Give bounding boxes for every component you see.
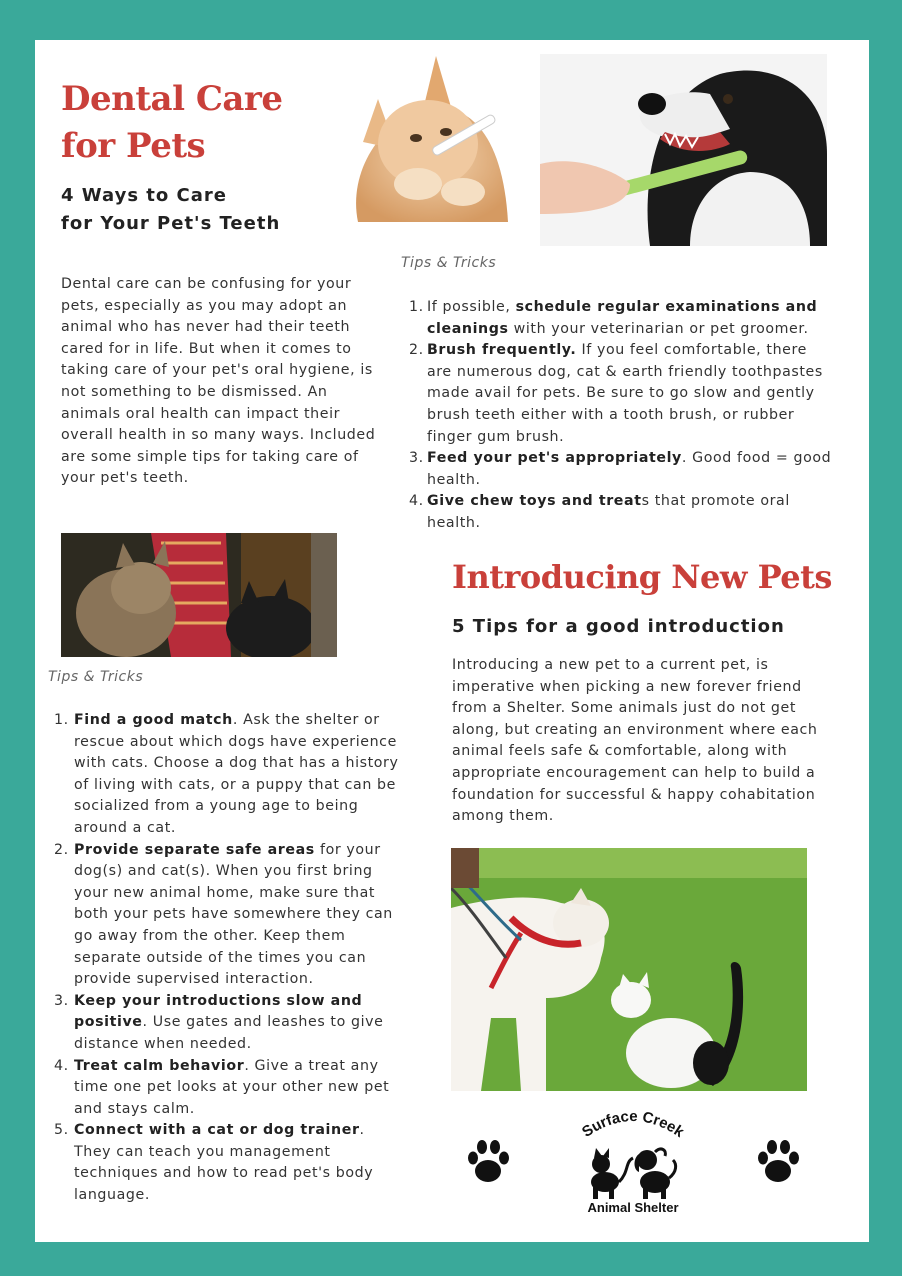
dental-tip-3 bbox=[409, 448, 832, 491]
tip-text: . Give a treat any time one pet looks at your other new pet and stays calm. bbox=[74, 1057, 390, 1117]
tip-text: for your dog(s) and cat(s). When you first bring your new animal home, make sure that both your pets have somewhere they can go away from the other. Keep them separate outside of the times you can provide supervised interaction. bbox=[74, 841, 393, 988]
dental-subtitle bbox=[61, 182, 280, 238]
dental-tip-1 bbox=[409, 297, 832, 340]
dog-toothbrush-photo bbox=[540, 54, 827, 246]
tip-heading: Keep your introductions slow and positive bbox=[74, 992, 363, 1031]
two-cats-photo bbox=[61, 533, 337, 657]
tip-number: 4. bbox=[54, 1057, 69, 1074]
intro-photo-caption: Tips & Tricks bbox=[48, 669, 144, 685]
intro-tip-3 bbox=[54, 991, 406, 1056]
tip-number: 1. bbox=[54, 712, 69, 728]
tip-text: with your veterinarian or pet groomer. bbox=[508, 320, 809, 337]
dental-title bbox=[61, 76, 282, 170]
tip-number: 1. bbox=[409, 299, 424, 315]
tip-heading: Give chew toys and treat bbox=[427, 493, 642, 510]
tip-number: 3. bbox=[409, 450, 424, 467]
tip-number: 2. bbox=[409, 342, 424, 359]
dental-subtitle-line2: for Your Pet's Teeth bbox=[61, 213, 281, 234]
paw-icon bbox=[466, 1138, 510, 1190]
flyer-page bbox=[35, 40, 869, 1242]
tip-heading: Brush frequently. bbox=[427, 342, 577, 359]
intro-tip-5 bbox=[54, 1120, 406, 1206]
tip-heading: Treat calm behavior bbox=[74, 1057, 245, 1074]
tip-heading: Find a good match bbox=[74, 712, 233, 728]
tip-text: . Use gates and leashes to give distance when needed. bbox=[74, 1014, 384, 1052]
intro-tip-2 bbox=[54, 840, 406, 991]
dental-subtitle-line1: 4 Ways to Care bbox=[61, 185, 227, 206]
introduction-tips-list bbox=[54, 710, 406, 1207]
logo-arc-text: Surface Creek bbox=[579, 1107, 687, 1141]
intro-tip-4 bbox=[54, 1056, 406, 1121]
tip-text: . Good food = good health. bbox=[427, 450, 832, 488]
tip-text: . Ask the shelter or rescue about which dogs have experience with cats. Choose a dog that has a history of living with cats, or a puppy that can be socialized from a young age to being around a cat. bbox=[74, 712, 399, 836]
introducing-title: Introducing New Pets bbox=[452, 558, 832, 596]
tip-number: 5. bbox=[54, 1122, 69, 1139]
dental-tip-4 bbox=[409, 491, 832, 534]
dental-tip-2 bbox=[409, 340, 832, 448]
tip-heading: Connect with a cat or dog trainer bbox=[74, 1122, 360, 1139]
dental-title-line1: Dental Care bbox=[61, 79, 283, 119]
dental-photo-caption: Tips & Tricks bbox=[401, 255, 497, 271]
dog-and-cat-grass-photo bbox=[451, 848, 807, 1091]
dental-tips-list bbox=[409, 297, 832, 535]
tip-heading: Provide separate safe areas bbox=[74, 841, 315, 858]
cat-toothbrush-photo bbox=[318, 54, 510, 222]
introducing-subtitle: 5 Tips for a good introduction bbox=[452, 616, 785, 637]
introducing-intro-text: Introducing a new pet to a current pet, is imperative when picking a new forever friend from a Shelter. Some animals just do not get along, but creating an environment where each animal feels safe & comfortable, along with appropriate encouragement can help to build a foundation for successful & happy cohabitation among them. bbox=[452, 657, 818, 825]
dental-intro-text: Dental care can be confusing for your pets, especially as you may adopt an animal who has never had their teeth cared for in life. But when it comes to taking care of your pet's oral hygiene, is not something to be dismissed. An animals oral health can impact their overall health in so many ways. Included are some simple tips for taking care of your pet's teeth. bbox=[61, 276, 376, 487]
tip-number: 2. bbox=[54, 841, 69, 858]
paw-icon bbox=[756, 1138, 800, 1190]
logo-bottom-text: Animal Shelter bbox=[587, 1200, 679, 1215]
surface-creek-logo bbox=[563, 1102, 703, 1222]
tip-number: 4. bbox=[409, 493, 424, 510]
tip-number: 3. bbox=[54, 992, 69, 1009]
tip-text: If you feel comfortable, there are numerous dog, cat & earth friendly toothpastes made avail for pets. Be sure to go slow and gently brush teeth either with a tooth brush, or rubber finger gum brush. bbox=[427, 342, 823, 445]
dental-title-line2: for Pets bbox=[61, 126, 206, 166]
tip-heading: schedule regular examinations and cleanings bbox=[427, 299, 818, 337]
tip-heading: Feed your pet's appropriately bbox=[427, 450, 682, 467]
tip-text: If possible, bbox=[427, 299, 516, 315]
tip-text: s that promote oral health. bbox=[427, 493, 790, 531]
tip-text: . They can teach you management techniques and how to read pet's body language. bbox=[74, 1122, 374, 1204]
intro-tip-1 bbox=[54, 710, 406, 840]
